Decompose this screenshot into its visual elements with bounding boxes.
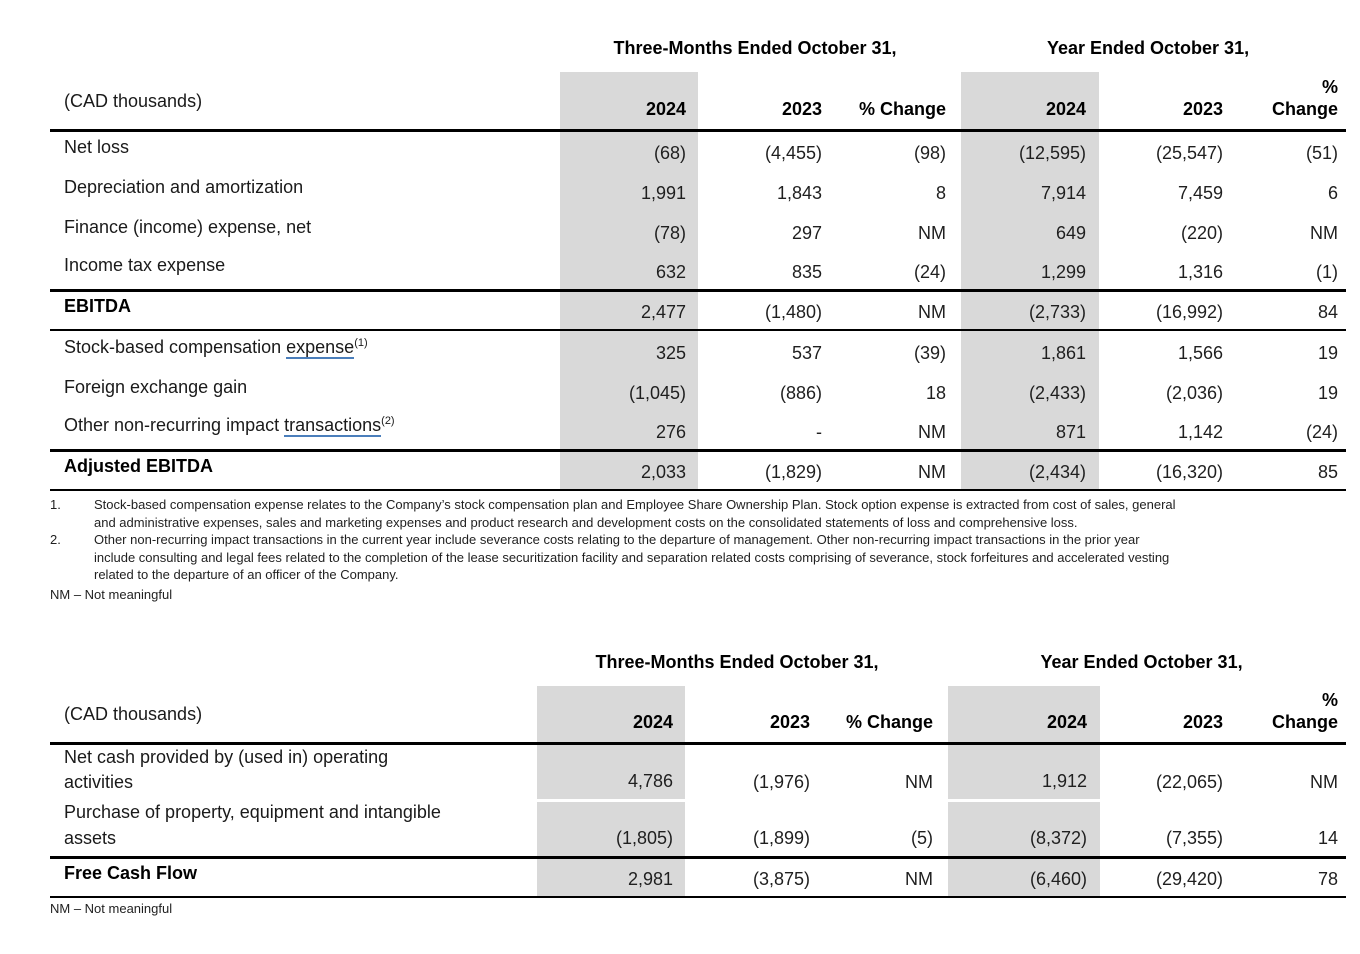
cell-value: 835 <box>698 250 834 290</box>
footnote-text: Other non-recurring impact transactions in the current year include severance costs relating to the departure of management. Other non-recurring impact transactions in the prior year include consulting and legal fees related to the completion of the lease securitization facility and separation related costs comprising of severance, stock forfeitures and accelerated vesting related to the departure of an officer of the Company. <box>94 532 1170 582</box>
row-label: Free Cash Flow <box>50 857 537 897</box>
cell-value: 4,786 <box>537 744 685 801</box>
cell-value: (51) <box>1306 143 1339 163</box>
cell-value: (4,455) <box>764 143 822 163</box>
cell-value: (24) <box>834 250 961 290</box>
cell-value: (1) <box>1235 250 1346 290</box>
table-body <box>50 130 1346 490</box>
cell-value: NM <box>822 857 948 897</box>
column-header: 2024 <box>537 686 685 744</box>
footnote-link[interactable]: transactions <box>284 415 382 436</box>
row-label: Net cash provided by (used in) operating activities <box>64 747 389 793</box>
cell-value: (2,434) <box>961 450 1099 490</box>
cell-value: (7,355) <box>1100 800 1235 857</box>
group-header: Year Ended October 31, <box>1047 38 1250 58</box>
cell-value: (22,065) <box>1155 772 1224 793</box>
cell-value: (39) <box>914 343 947 363</box>
free-cash-flow-section <box>50 648 1346 917</box>
cell-value: 1,912 <box>948 744 1100 801</box>
group-header-row <box>50 648 1346 686</box>
group-header-spacer <box>50 648 537 686</box>
column-header: 2024 <box>961 72 1099 130</box>
cell-value: (16,992) <box>1099 290 1235 330</box>
cell-value: (2,433) <box>961 370 1099 410</box>
cell-value: (78) <box>560 210 698 250</box>
group-header: Three-Months Ended October 31, <box>595 651 879 672</box>
cell-value: (29,420) <box>1100 857 1235 897</box>
table-header <box>50 648 1346 744</box>
column-header: % Change <box>1235 686 1346 744</box>
row-label: Finance (income) expense, net <box>64 216 312 237</box>
row-label: Other non-recurring impact transactions$^{(2)}$ <box>50 410 560 450</box>
row-label: Adjusted EBITDA <box>50 450 560 490</box>
cell-value: 18 <box>926 383 947 403</box>
cell-value: (2,733) <box>961 290 1099 330</box>
cell-value: (5) <box>822 800 948 857</box>
cell-value: 2,981 <box>537 857 685 897</box>
table-row <box>50 130 1346 170</box>
cell-value: (886) <box>779 383 822 403</box>
cell-value: NM <box>834 450 961 490</box>
cell-value: NM <box>1310 223 1339 243</box>
footnote-number: 2. <box>50 532 61 547</box>
cell-value: 325 <box>560 330 698 370</box>
cell-value: 1,843 <box>776 183 822 203</box>
footnote-item <box>50 496 1178 531</box>
row-label: Income tax expense <box>50 250 560 290</box>
cell-value: - <box>698 410 834 450</box>
table-row <box>50 330 1346 370</box>
nm-note: NM – Not meaningful <box>50 586 173 602</box>
table-row <box>50 170 1346 210</box>
footnote-link[interactable]: expense <box>286 336 355 357</box>
column-header: % Change <box>834 72 961 130</box>
cell-value: 19 <box>1318 383 1339 403</box>
cell-value: 537 <box>791 343 822 363</box>
column-header-row <box>50 72 1346 130</box>
cell-value: (1,480) <box>698 290 834 330</box>
table-row <box>50 370 1346 410</box>
cell-value: 871 <box>961 410 1099 450</box>
free-cash-flow-table <box>50 648 1346 899</box>
cell-value: (1,976) <box>752 772 810 793</box>
cell-value: (3,875) <box>685 857 822 897</box>
unit-label: (CAD thousands) <box>50 686 537 744</box>
cell-value: 14 <box>1235 800 1346 857</box>
group-header: Year Ended October 31, <box>1040 651 1243 672</box>
cell-value: (68) <box>560 130 698 170</box>
cell-value: NM <box>905 772 934 793</box>
column-header: 2023 <box>1100 686 1235 744</box>
cell-value: 649 <box>961 210 1099 250</box>
footnote-item <box>50 531 1178 584</box>
row-label: EBITDA <box>50 290 560 330</box>
table-row <box>50 450 1346 490</box>
group-header: Three-Months Ended October 31, <box>613 38 897 58</box>
cell-value: 6 <box>1328 183 1339 203</box>
table-row <box>50 210 1346 250</box>
table-row <box>50 857 1346 897</box>
cell-value: 84 <box>1235 290 1346 330</box>
table-row <box>50 800 1346 857</box>
cell-value: (12,595) <box>961 130 1099 170</box>
table-body <box>50 744 1346 898</box>
row-label: Foreign exchange gain <box>64 376 248 397</box>
cell-value: (1,805) <box>537 800 685 857</box>
column-header: 2023 <box>698 72 834 130</box>
column-header: 2024 <box>948 686 1100 744</box>
cell-value: 78 <box>1235 857 1346 897</box>
cell-value: 19 <box>1318 343 1339 363</box>
group-header-row <box>50 34 1346 72</box>
cell-value: 2,477 <box>560 290 698 330</box>
cell-value: NM <box>834 290 961 330</box>
unit-label: (CAD thousands) <box>50 72 560 130</box>
cell-value: 1,316 <box>1099 250 1235 290</box>
cell-value: (1,829) <box>698 450 834 490</box>
cell-value: (98) <box>914 143 947 163</box>
row-label: Depreciation and amortization <box>64 176 304 197</box>
adjusted-ebitda-table <box>50 34 1346 491</box>
cell-value: 2,033 <box>560 450 698 490</box>
cell-value: NM <box>1310 772 1339 793</box>
table-row <box>50 290 1346 330</box>
cell-value: 1,566 <box>1177 343 1224 363</box>
cell-value: 297 <box>791 223 822 243</box>
footnote-number: 1. <box>50 497 61 512</box>
cell-value: (1,899) <box>685 800 822 857</box>
table-row <box>50 250 1346 290</box>
footnote-superscript: (2) <box>381 415 395 428</box>
cell-value: 1,991 <box>560 170 698 210</box>
table-row <box>50 410 1346 450</box>
cell-value: 7,914 <box>961 170 1099 210</box>
footnotes <box>50 496 1178 584</box>
column-header: 2023 <box>1099 72 1235 130</box>
column-header: % Change <box>822 686 948 744</box>
row-label: Purchase of property, equipment and intangible assets <box>50 800 537 857</box>
cell-value: (2,036) <box>1165 383 1224 403</box>
column-header: % Change <box>1235 72 1346 130</box>
footnote-text: Stock-based compensation expense relates to the Company’s stock compensation plan and Employee Share Ownership Plan. Stock option expense is extracted from cost of sales, general and administrative expenses, sales and marketing expenses and product research and development costs on the consolidated statements of loss and comprehensive loss. <box>94 497 1176 530</box>
column-header: 2023 <box>685 686 822 744</box>
table-header <box>50 34 1346 130</box>
cell-value: NM <box>834 410 961 450</box>
row-label: Net loss <box>64 136 130 157</box>
footnote-superscript: (1) <box>354 336 368 349</box>
cell-value: 85 <box>1235 450 1346 490</box>
cell-value: 632 <box>560 250 698 290</box>
nm-note: NM – Not meaningful <box>50 901 173 917</box>
cell-value: (25,547) <box>1155 143 1224 163</box>
cell-value: (1,045) <box>560 370 698 410</box>
cell-value: (220) <box>1181 223 1224 243</box>
cell-value: (16,320) <box>1099 450 1235 490</box>
cell-value: 1,142 <box>1099 410 1235 450</box>
table-row <box>50 744 1346 801</box>
cell-value: 1,299 <box>961 250 1099 290</box>
column-header: 2024 <box>560 72 698 130</box>
group-header-spacer <box>50 34 560 72</box>
cell-value: 8 <box>936 183 947 203</box>
cell-value: (8,372) <box>948 800 1100 857</box>
cell-value: (24) <box>1235 410 1346 450</box>
column-header-row <box>50 686 1346 744</box>
cell-value: 7,459 <box>1177 183 1224 203</box>
row-label: Stock-based compensation expense$^{(1)}$ <box>64 336 368 357</box>
cell-value: NM <box>918 223 947 243</box>
cell-value: 276 <box>560 410 698 450</box>
cell-value: 1,861 <box>961 330 1099 370</box>
cell-value: (6,460) <box>948 857 1100 897</box>
